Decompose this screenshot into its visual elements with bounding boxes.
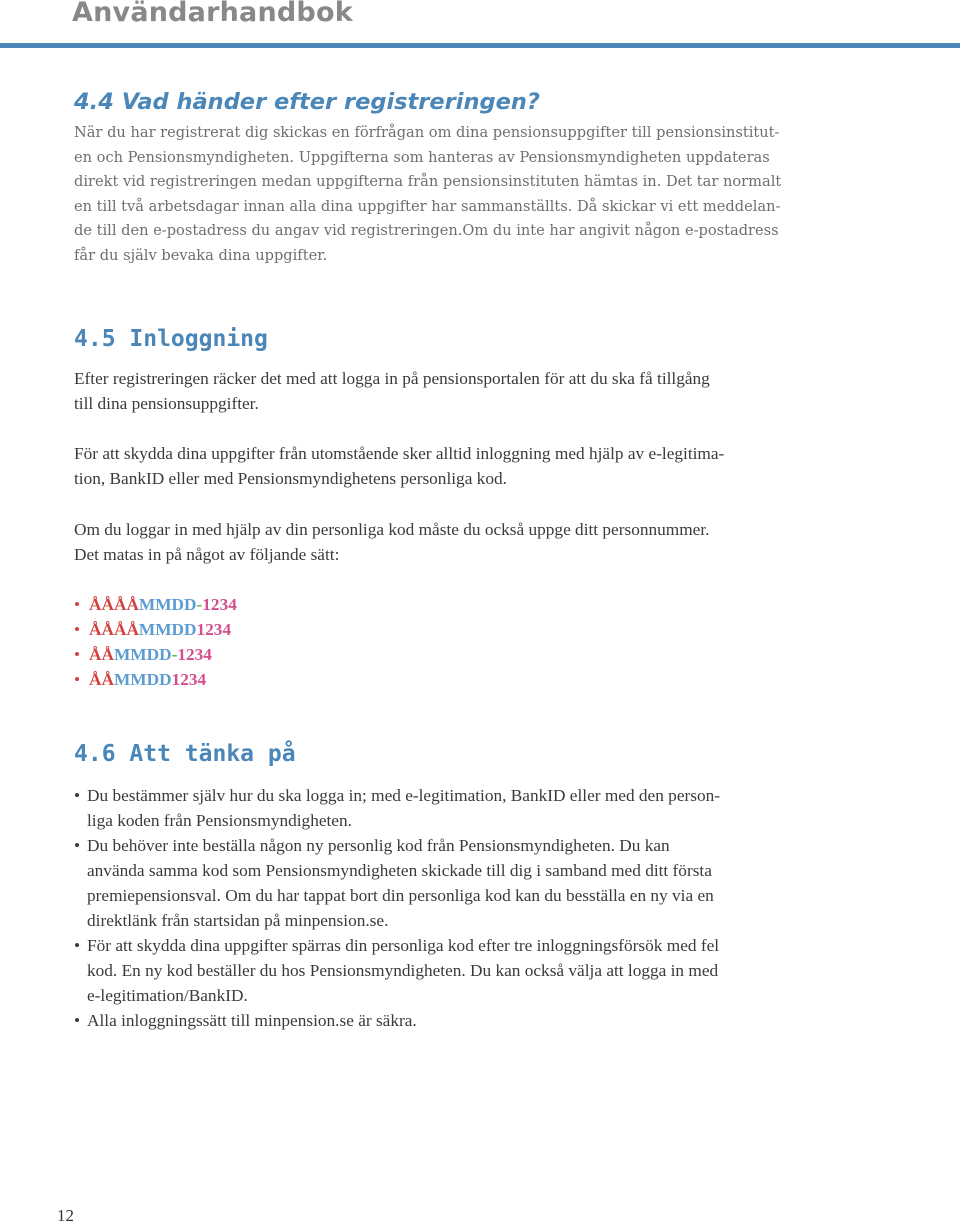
- format-year: ÅÅÅÅ: [89, 620, 139, 639]
- paragraph-line: Efter registreringen räcker det med att logga in på pensionsportalen för att du ska få tillgång: [74, 369, 710, 388]
- paragraph-line: får du själv bevaka dina uppgifter.: [74, 246, 328, 264]
- tip-item: [74, 1008, 720, 1033]
- paragraph-line: en till två arbetsdagar innan alla dina uppgifter har sammanställts. Då skickar vi ett meddelan-: [74, 197, 781, 215]
- paragraph-line: Om du loggar in med hjälp av din personliga kod måste du också uppge ditt personnummer.: [74, 520, 710, 539]
- format-monthday: MMDD: [138, 595, 197, 614]
- format-item: [74, 617, 237, 642]
- format-year: ÅÅ: [89, 645, 114, 664]
- format-number: 1234: [171, 670, 207, 689]
- tip-line: liga koden från Pensionsmyndigheten.: [87, 811, 352, 830]
- section-4-5-paragraph-1: [74, 367, 710, 416]
- tip-line: kod. En ny kod beställer du hos Pensionsmyndigheten. Du kan också välja att logga in med: [87, 961, 719, 980]
- paragraph-line: När du har registrerat dig skickas en förfrågan om dina pensionsuppgifter till pensionsinstitut-: [74, 124, 780, 141]
- section-4-4-paragraph: [74, 121, 781, 268]
- format-number: 1234: [202, 595, 237, 614]
- tip-line: Alla inloggningssätt till minpension.se är säkra.: [87, 1011, 417, 1030]
- format-number: 1234: [196, 620, 232, 639]
- tip-line: direktlänk från startsidan på minpension.se.: [87, 911, 389, 930]
- format-number: 1234: [177, 645, 212, 664]
- paragraph-line: till dina pensionsuppgifter.: [74, 393, 259, 413]
- tip-item: [74, 933, 720, 1008]
- tip-line: e-legitimation/BankID.: [87, 986, 248, 1005]
- paragraph-line: tion, BankID eller med Pensionsmyndighetens personliga kod.: [74, 468, 507, 488]
- document-title: Användarhandbok: [72, 0, 353, 28]
- page-number: 12: [57, 1206, 74, 1225]
- tip-item: [74, 833, 720, 933]
- format-monthday: MMDD: [113, 645, 172, 664]
- format-monthday: MMDD: [113, 670, 172, 689]
- section-heading-4-6: 4.6 Att tänka på: [74, 741, 296, 767]
- tips-list: [74, 783, 720, 1033]
- format-item: [74, 642, 237, 667]
- section-4-5-paragraph-2: [74, 442, 724, 491]
- paragraph-line: de till den e-postadress du angav vid registreringen.Om du inte har angivit någon e-postadress: [74, 222, 779, 239]
- bullet-dot-icon: •: [74, 936, 81, 955]
- tip-line: premiepensionsval. Om du har tappat bort din personliga kod kan du besställa en ny via en: [87, 886, 714, 905]
- bullet-dot-icon: •: [74, 595, 81, 614]
- paragraph-line: direkt vid registreringen medan uppgifterna från pensionsinstituten hämtas in. Det tar normalt: [74, 173, 782, 190]
- tip-line: För att skydda dina uppgifter spärras din personliga kod efter tre inloggningsförsök med fel: [87, 936, 720, 955]
- format-item: [74, 592, 237, 617]
- section-4-5-paragraph-3: [74, 518, 709, 567]
- format-monthday: MMDD: [138, 620, 197, 639]
- bullet-dot-icon: •: [74, 836, 81, 855]
- paragraph-line: För att skydda dina uppgifter från utomstående sker alltid inloggning med hjälp av e-legitima-: [74, 444, 725, 463]
- section-heading-4-5: 4.5 Inloggning: [74, 326, 268, 352]
- bullet-dot-icon: •: [74, 620, 81, 639]
- format-year: ÅÅ: [89, 670, 114, 689]
- paragraph-line: en och Pensionsmyndigheten. Uppgifterna som hanteras av Pensionsmyndigheten uppdateras: [74, 148, 770, 166]
- tip-item: [74, 783, 720, 833]
- paragraph-line: Det matas in på något av följande sätt:: [74, 544, 340, 564]
- format-separator: -: [171, 645, 178, 664]
- tip-line: Du behöver inte beställa någon ny personlig kod från Pensionsmyndigheten. Du kan: [87, 836, 670, 855]
- header-rule: [0, 43, 960, 48]
- bullet-dot-icon: •: [74, 670, 81, 689]
- bullet-dot-icon: •: [74, 1011, 81, 1030]
- bullet-dot-icon: •: [74, 786, 81, 805]
- format-item: [74, 667, 237, 692]
- bullet-dot-icon: •: [74, 645, 81, 664]
- tip-line: använda samma kod som Pensionsmyndigheten skickade till dig i samband med ditt första: [87, 861, 712, 880]
- personnummer-format-list: [74, 592, 237, 692]
- format-separator: -: [196, 595, 203, 614]
- tip-line: Du bestämmer själv hur du ska logga in; med e-legitimation, BankID eller med den person-: [87, 786, 721, 805]
- section-heading-4-4: 4.4 Vad händer efter registreringen?: [74, 89, 540, 115]
- format-year: ÅÅÅÅ: [89, 595, 139, 614]
